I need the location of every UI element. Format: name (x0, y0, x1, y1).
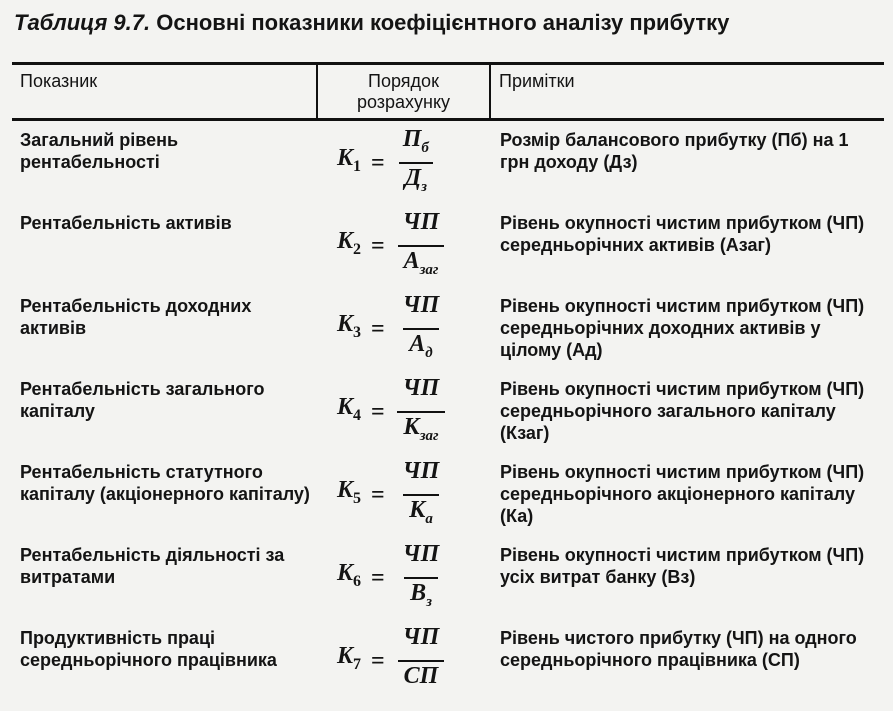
table-row (12, 536, 884, 619)
formula: $K_2$ = $\frac{ЧП}{А_{заг}}$ (317, 204, 490, 287)
row-note: Розмір балансового прибутку (Пб) на 1 грн доходу (Дз) (500, 130, 849, 172)
denominator: $А_д$ (403, 328, 438, 364)
formula: $K_3$ = $\frac{ЧП}{А_д}$ (317, 287, 490, 370)
table-row (12, 453, 884, 536)
table-row (12, 120, 884, 205)
coefficient: $K_5$ (337, 477, 362, 507)
fraction (397, 291, 446, 364)
numerator: ЧП (402, 457, 440, 484)
fraction (397, 457, 446, 530)
indicator-name: Продуктивність праці середньорічного працівника (20, 628, 277, 670)
formula-cell (317, 370, 490, 453)
ratio-table (12, 62, 884, 702)
row-note: Рівень окупності чистим прибутком (ЧП) середньорічного акціонерного капіталу (Ка) (500, 462, 865, 526)
indicator-name: Рентабельність активів (20, 213, 232, 233)
header-notes: Примітки (499, 71, 575, 91)
denominator: $К_{заг}$ (397, 411, 444, 447)
row-note: Рівень окупності чистим прибутком (ЧП) середньорічних активів (Азаг) (500, 213, 865, 255)
table-row (12, 370, 884, 453)
table-caption (14, 10, 884, 36)
formula-cell (317, 120, 490, 205)
coefficient: $K_4$ (337, 394, 362, 424)
coefficient: $K_7$ (337, 643, 362, 673)
formula-cell (317, 287, 490, 370)
formula-cell (317, 619, 490, 702)
numerator: ЧП (402, 374, 440, 401)
fraction (397, 208, 446, 281)
table-row (12, 619, 884, 702)
numerator: $П_б$ (402, 125, 429, 156)
numerator: ЧП (402, 208, 440, 235)
formula: $K_4$ = $\frac{ЧП}{К_{заг}}$ (317, 370, 490, 453)
denominator: $К_а$ (403, 494, 439, 530)
numerator: ЧП (402, 540, 440, 567)
indicator-name: Рентабельність доходних активів (20, 296, 252, 338)
formula: $K_7$ = $\frac{ЧП}{СП}$ (317, 619, 490, 702)
header-row (12, 64, 884, 120)
denominator: $А_{заг}$ (398, 245, 445, 281)
table-row (12, 287, 884, 370)
formula-cell (317, 204, 490, 287)
coefficient: $K_6$ (337, 560, 362, 590)
numerator: ЧП (402, 623, 440, 650)
header-indicator: Показник (20, 71, 98, 91)
denominator: СП (398, 660, 445, 696)
formula-cell (317, 536, 490, 619)
fraction (397, 623, 446, 696)
table-row (12, 204, 884, 287)
indicator-name: Загальний рівень рентабельності (20, 130, 179, 172)
row-note: Рівень чистого прибутку (ЧП) на одного середньорічного працівника (СП) (500, 628, 857, 670)
formula: $K_6$ = $\frac{ЧП}{В_з}$ (317, 536, 490, 619)
denominator: $В_з$ (404, 577, 438, 613)
table-number: Таблиця 9.7. (14, 10, 151, 35)
coefficient: $K_3$ (337, 311, 362, 341)
row-note: Рівень окупності чистим прибутком (ЧП) середньорічних доходних активів у цілому (Ад) (500, 296, 865, 360)
fraction (397, 374, 446, 447)
numerator: ЧП (402, 291, 440, 318)
indicator-name: Рентабельність загального капіталу (20, 379, 265, 421)
indicator-name: Рентабельність статутного капіталу (акціонерного капіталу) (20, 462, 310, 504)
header-calculation: Порядок розрахунку (317, 64, 490, 120)
coefficient: $K_1$ (337, 145, 362, 175)
fraction (397, 125, 435, 198)
row-note: Рівень окупності чистим прибутком (ЧП) усіх витрат банку (Вз) (500, 545, 865, 587)
formula-cell (317, 453, 490, 536)
denominator: $Д_з$ (399, 162, 433, 198)
formula: $K_1$ = $\frac{П_б}{Д_з}$ (317, 121, 490, 204)
table-title: Основні показники коефіцієнтного аналізу прибутку (156, 10, 730, 35)
row-note: Рівень окупності чистим прибутком (ЧП) середньорічного загального капіталу (Кзаг) (500, 379, 865, 443)
fraction (397, 540, 446, 613)
indicator-name: Рентабельність діяльності за витратами (20, 545, 285, 587)
formula: $K_5$ = $\frac{ЧП}{К_а}$ (317, 453, 490, 536)
coefficient: $K_2$ (337, 228, 362, 258)
